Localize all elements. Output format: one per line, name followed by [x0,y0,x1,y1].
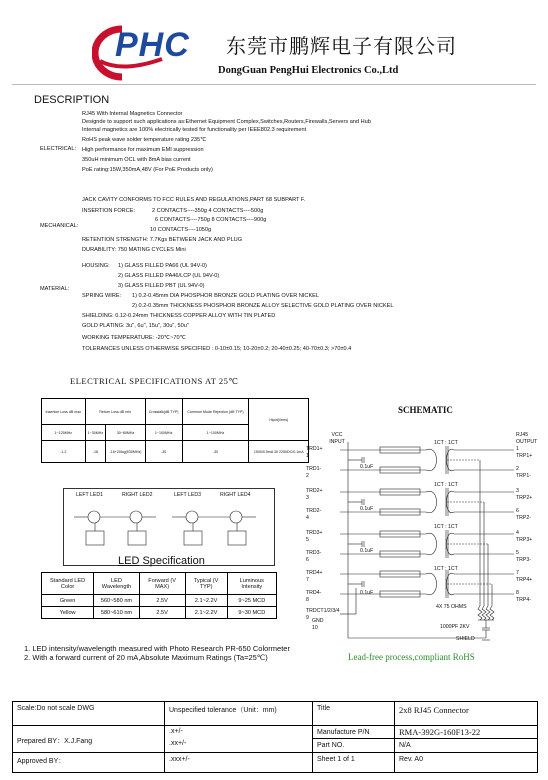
led-header: Standard LED Color [42,573,94,595]
spring-wire-label: SPRING WIRE: [82,293,122,299]
elec-header: Insertion Loss dB max [42,399,86,425]
elec-subheader: 1~30MHz [85,425,106,441]
elec-value: -30 [182,441,249,463]
tb-mfg-value: RMA-392G-160F13-22 N/A [395,726,538,753]
material-label: MATERIAL: [40,286,70,292]
tb-prepared: Prepared BY：X.J.Fang [13,726,165,753]
rj45-label: RJ45 OUTPUT [516,432,538,445]
ratio-label: 1CT : 1CT [434,524,458,530]
housing-label: HOUSING: [82,263,110,269]
right-pin: 8 TRP4- [516,590,531,603]
led-header: LED Wavelength [94,573,139,595]
left-pin: TRD1- 2 [306,466,322,479]
elec-header: Hipot(Vrms) [249,399,309,441]
trdct-pin: TRDCT1/2/3/4 9 [306,608,340,621]
right-pin: 1 TRP1+ [516,446,533,459]
left-pin: TRD3- 6 [306,550,322,563]
title-block [12,701,538,773]
spring-wire-line: 2) 0.2-0.35mm THICKNESS PHOSPHOR BRONZE ALLOY SELECTIVE GOLD PLATING OVER NICKEL [132,303,394,309]
desc-line: RoHS peak wave solder temperature rating 235℃ [82,137,207,143]
led-header: Forward (V MAX) [139,573,185,595]
tb-scale: Scale:Do not scale DWG [13,702,165,726]
cap-label: 0.1uF [360,548,374,554]
tb-tol-xxx: .xxx+/- [165,753,313,773]
elec-value: -18 [85,441,106,463]
elec-spec-title: ELECTRICAL SPECIFICATIONS AT 25℃ [70,376,239,386]
ratio-label: 1CT : 1CT [434,440,458,446]
elec-spec-table [41,398,309,463]
tb-title-value: 2x8 RJ45 Connector [395,702,538,726]
elec-subheader: 1~125MHz [42,425,86,441]
tb-title-label: Title [313,702,395,726]
shield-label: SHIELD [456,636,475,642]
tb-tol-x: .x+/- .xx+/- [165,726,313,753]
hv-cap-label: 1000PF 2KV [440,624,470,630]
jack-cavity: JACK CAVITY CONFORMS TO FCC RULES AND REGULATIONS,PART 68 SUBPART F. [82,197,306,203]
led-header: Luminous Intensity [227,573,276,595]
company-name-en: DongGuan PengHui Electronics Co.,Ltd [218,65,399,76]
cap-label: 0.1uF [360,506,374,512]
tb-approved: Approved BY： [13,753,165,773]
left-pin: TRD4- 8 [306,590,322,603]
led-label: LEFT LED1 [76,492,104,498]
led-spec-title-b: Specification [142,555,205,567]
tb-sheet: Sheet 1 of 1 [313,753,395,773]
left-pin: TRD2+ 3 [306,488,323,501]
gnd-pin: GND 10 [312,618,324,631]
desc-line: 350uH minimum OCL with 8mA bias current [82,157,191,163]
description-title: DESCRIPTION [34,94,110,106]
led-cell: 580~610 nm [94,607,139,619]
logo-text: PHC [115,26,190,64]
insertion-line: 2 CONTACTS----350g 4 CONTACTS----500g [152,208,264,214]
led-cell: 9~30 MCD [227,607,276,619]
desc-line: RJ45 With Internal Magnetics Connector [82,111,183,117]
left-pin: TRD4+ 7 [306,570,323,583]
right-pin: 3 TRP2+ [516,488,533,501]
cap-label: 0.1uF [360,464,374,470]
electrical-label: ELECTRICAL: [40,146,77,152]
ratio-label: 1CT : 1CT [434,566,458,572]
elec-value: -16+20log(f/30MHz) [106,441,145,463]
led-cell: 560~580 nm [94,595,139,607]
ohms-label: 4X 75 OHMS [436,604,467,610]
elec-header: Return Loss dB min [85,399,145,425]
led-label: RIGHT LED4 [220,492,251,498]
retention: RETENTION STRENGTH: 7.7Kgs BETWEEN JACK AND PLUG [82,237,243,243]
left-pin: TRD2- 4 [306,508,322,521]
led-spec-table [41,572,277,619]
led-label: LEFT LED3 [174,492,202,498]
led-cell: Yellow [42,607,94,619]
gold-plating: GOLD PLATING: 3u", 6u", 15u", 30u", 50u" [82,323,189,329]
left-pin: TRD1+ 1 [306,446,323,459]
led-cell: Green [42,595,94,607]
led-cell: 2.5V [139,595,185,607]
elec-value: -30 [145,441,182,463]
led-cell: 2.5V [139,607,185,619]
elec-value: -1.2 [42,441,86,463]
desc-line: High performance for maximum EMI suppression [82,147,204,153]
elec-subheader: 1~100MHz [182,425,249,441]
note: 2. With a forward current of 20 mA,Absolute Maximum Ratings (Ta=25℃) [24,653,268,662]
insertion-label: INSERTION FORCE: [82,208,136,214]
tb-tolerance: Unspecified tolerance（Unit：mm) [165,702,313,726]
led-spec-title-a: LED [118,555,140,567]
right-pin: 5 TRP3- [516,550,531,563]
durability: DURABILITY: 750 MATING CYCLES Mini [82,247,186,253]
company-name-cn: 东莞市鹏辉电子有限公司 [226,34,457,58]
led-label: RIGHT LED2 [122,492,153,498]
desc-line: Internal magnetics are 100% electrically tested for functionality per IEEE802.3 requirement [82,127,307,133]
led-spec-title [118,555,205,567]
right-pin: 4 TRP3+ [516,530,533,543]
note: 1. LED intensity/wavelength measured with Photo Research PR-650 Colormeter [24,644,290,653]
desc-line: Designde to support such applications as:Ethernet Equipment Complex,Switches,Routers,Firewalls,Servers and Hub [82,119,371,125]
led-cell: 2.1~2.2V [185,595,227,607]
desc-line: PoE rating:15W,350mA,48V (For PoE Products only) [82,167,213,173]
elec-subheader: 30~80MHz [106,425,145,441]
header-divider [12,84,536,85]
cap-label: 0.1uF [360,590,374,596]
right-pin: 6 TRP2- [516,508,531,521]
elec-value: 1500/0.5mA 30 2250DC/0.1mA [249,441,309,463]
tb-rev: Rev. A0 [395,753,538,773]
insertion-line: 10 CONTACTS----1050g [150,227,212,233]
insertion-line: 6 CONTACTS----750g 8 CONTACTS----900g [155,217,267,223]
shielding: SHIELDING: 0.12-0.24mm THICKNESS COPPER ALLOY WITH TIN PLATED [82,313,276,319]
spring-wire-line: 1) 0.2-0.45mm DIA PHOSPHOR BRONZE GOLD PLATING OVER NICKEL [132,293,320,299]
housing-line: 2) GLASS FILLED PA46/LCP (UL 94V-0) [118,273,220,279]
mechanical-label: MECHANICAL: [40,223,79,229]
working-temp: WORKING TEMPERATURE: -20℃~70℃ [82,335,186,341]
rohs-note: Lead-free process,compliant RoHS [348,652,475,662]
led-header: Typical (V TYP) [185,573,227,595]
led-cell: 2.1~2.2V [185,607,227,619]
right-pin: 2 TRP1- [516,466,531,479]
electrical-lines [82,111,371,177]
ratio-label: 1CT : 1CT [434,482,458,488]
elec-header: Crosstalk(dB TYP) [145,399,182,425]
housing-line: 3) GLASS FILLED PBT (UL 94V-0) [118,283,205,289]
tb-mfg-label: Manufacture P/N Part NO. [313,726,395,753]
elec-subheader: 1~100MHz [145,425,182,441]
led-cell: 9~25 MCD [227,595,276,607]
left-pin: TRD3+ 5 [306,530,323,543]
elec-header: Common Mode Rejection (dB TYP) [182,399,249,425]
schematic-title: SCHEMATIC [398,405,453,415]
tolerances: TOLERANCES UNLESS OTHERWISE SPECIFIED : 0-10±0.15; 10-20±0.2; 20-40±0.25; 40-70±0.3; >70±0.4 [82,346,352,352]
vcc-label: VCC INPUT [329,432,345,445]
right-pin: 7 TRP4+ [516,570,533,583]
notes [24,644,292,662]
housing-line: 1) GLASS FILLED PA66 (UL 94V-0) [118,263,207,269]
